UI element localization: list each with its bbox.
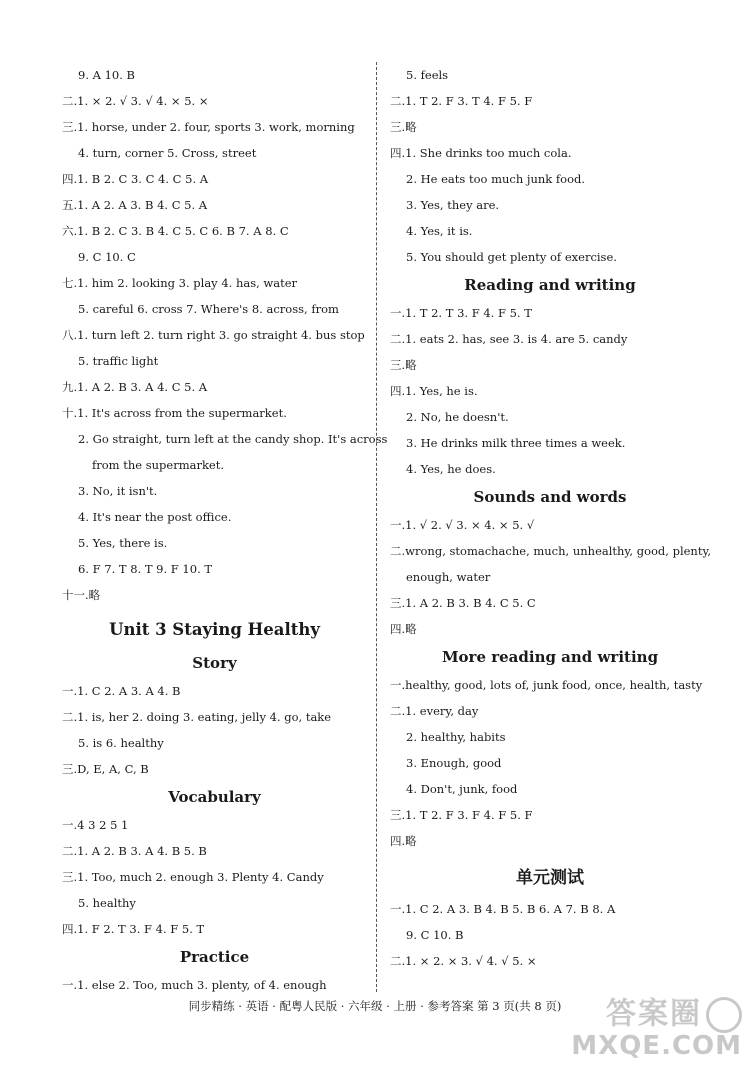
answer-line: 5. feels [406,68,449,82]
answer-line: 一.1. T 2. T 3. F 4. F 5. T [390,306,532,320]
section-heading-vocabulary: Vocabulary [168,788,261,806]
answer-line: 9. C 10. C [78,250,136,264]
answer-line: 四.1. She drinks too much cola. [390,146,572,160]
section-heading-more-reading-writing: More reading and writing [441,648,659,666]
answer-line: 5. healthy [78,896,136,910]
answer-line: 5. traffic light [78,354,159,368]
answer-line: 4. Yes, it is. [406,224,473,238]
answer-line: 3. He drinks milk three times a week. [406,436,626,450]
answer-line: 四.1. B 2. C 3. C 4. C 5. A [62,172,209,186]
answer-line: 六.1. B 2. C 3. B 4. C 5. C 6. B 7. A 8. C [62,224,289,238]
answer-line: 四.1. F 2. T 3. F 4. F 5. T [62,922,205,936]
watermark-text: 答案圈 [606,996,702,1032]
answer-line: 三.D, E, A, C, B [62,762,149,776]
section-heading-reading-writing: Reading and writing [464,276,636,294]
answer-line: 三.略 [390,358,417,372]
answer-line: 二.1. eats 2. has, see 3. is 4. are 5. candy [390,332,628,346]
answer-line: 一.1. √ 2. √ 3. × 4. × 5. √ [390,518,535,532]
answer-line: 5. Yes, there is. [78,536,168,550]
page-footer: 同步精练 · 英语 · 配粤人民版 · 六年级 · 上册 · 参考答案 第 3 页(共 8 页) [188,999,562,1013]
answer-line: 2. healthy, habits [406,730,506,744]
answer-line: 4. It's near the post office. [78,510,232,524]
section-heading-sounds-words: Sounds and words [473,488,627,506]
column-divider [376,62,377,992]
answer-line: 4. Don't, junk, food [406,782,518,796]
answer-line: 二.1. is, her 2. doing 3. eating, jelly 4. go, take [62,710,332,724]
answer-line: 3. Yes, they are. [406,198,500,212]
answer-line: 一.4 3 2 5 1 [62,818,129,832]
answer-line: 一.healthy, good, lots of, junk food, once, health, tasty [390,678,703,692]
answer-line: 一.1. C 2. A 3. A 4. B [62,684,181,698]
answer-line: 四.1. Yes, he is. [390,384,478,398]
answer-line: 三.1. T 2. F 3. F 4. F 5. F [390,808,533,822]
answer-line: 一.1. C 2. A 3. B 4. B 5. B 6. A 7. B 8. A [390,902,616,916]
answer-line: 5. You should get plenty of exercise. [406,250,617,264]
answer-line: 9. A 10. B [78,68,135,82]
section-heading-unit-test: 单元测试 [516,868,584,888]
answer-line: 4. Yes, he does. [406,462,496,476]
answer-line: 二.wrong, stomachache, much, unhealthy, good, plenty, [390,544,712,558]
watermark-domain: MXQE.COM [571,1031,742,1061]
answer-line: 十一.略 [62,588,101,602]
answer-line: enough, water [406,570,491,584]
answer-line: 5. careful 6. cross 7. Where's 8. across, from [78,302,339,316]
answer-line: 一.1. else 2. Too, much 3. plenty, of 4. enough [62,978,327,992]
answer-line: 八.1. turn left 2. turn right 3. go straight 4. bus stop [62,328,365,342]
answer-line: 9. C 10. B [406,928,464,942]
answer-line: 3. No, it isn't. [78,484,158,498]
answer-line: 二.1. × 2. × 3. √ 4. √ 5. × [390,954,537,968]
watermark-logo [571,997,742,1059]
answer-line: 三.1. horse, under 2. four, sports 3. work, morning [62,120,355,134]
section-heading-story: Story [192,654,237,672]
answer-line: 4. turn, corner 5. Cross, street [78,146,257,160]
answer-line: 九.1. A 2. B 3. A 4. C 5. A [62,380,208,394]
answer-line: 6. F 7. T 8. T 9. F 10. T [78,562,213,576]
answer-line: 2. He eats too much junk food. [406,172,586,186]
left-column [62,62,388,998]
section-heading-practice: Practice [179,948,250,966]
answer-line: 2. No, he doesn't. [406,410,509,424]
answer-line: 二.1. × 2. √ 3. √ 4. × 5. × [62,94,209,108]
answer-line: 三.略 [390,120,417,134]
answer-line: from the supermarket. [92,458,225,472]
unit-title: Unit 3 Staying Healthy [109,620,320,639]
answer-line: 二.1. T 2. F 3. T 4. F 5. F [390,94,533,108]
answer-line: 七.1. him 2. looking 3. play 4. has, water [62,276,298,290]
answer-line: 四.略 [390,834,417,848]
answer-line: 二.1. A 2. B 3. A 4. B 5. B [62,844,207,858]
answer-line: 十.1. It's across from the supermarket. [62,406,287,420]
answer-line: 四.略 [390,622,417,636]
seal-icon [706,997,742,1033]
answer-line: 二.1. every, day [390,704,479,718]
answer-line: 3. Enough, good [406,756,502,770]
answer-line: 三.1. Too, much 2. enough 3. Plenty 4. Candy [62,870,324,884]
right-column [390,62,710,974]
answer-line: 三.1. A 2. B 3. B 4. C 5. C [390,596,536,610]
answer-line: 2. Go straight, turn left at the candy shop. It's across [78,432,388,446]
answer-line: 5. is 6. healthy [78,736,164,750]
answer-line: 五.1. A 2. A 3. B 4. C 5. A [62,198,208,212]
